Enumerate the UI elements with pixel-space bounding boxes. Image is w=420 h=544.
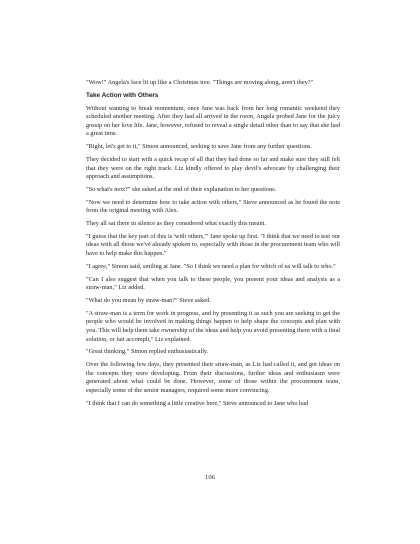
section-heading: Take Action with Others	[86, 91, 159, 99]
body-paragraph: "A straw-man is a term for work in progress, and by presenting it as such you are seeking to get the people who would be involved in making things happen to help shape the concepts and plan with you. This will help them take ownership of the ideas and help you avoid presenting them with a final solution, or fait accompli," Liz explained.	[86, 309, 340, 343]
body-paragraph: They all sat there in silence as they considered what exactly this meant.	[86, 220, 266, 228]
opening-paragraph: "Wow!" Angela's face lit up like a Christmas tree. "Things are moving along, aren't they?"	[86, 79, 314, 86]
body-paragraph: "So what's next?" she asked at the end of their explanation to her questions.	[86, 185, 277, 193]
body-paragraph: "Can I also suggest that when you talk to these people, you present your ideas and analysis as a straw-man," Liz added.	[86, 275, 340, 292]
body-paragraph: "Right, let's get to it," Simon announced, seeking to save Jane from any further questions.	[86, 143, 312, 151]
body-paragraph: "Now we need to determine how to take action with others," Steve announced as he found the note from the original meeting with Alex.	[86, 198, 340, 215]
body-paragraph: "I think that I can do something a little creative here," Steve announced to Jane who had	[86, 399, 309, 407]
body-paragraph: "I guess that the key part of this is 'with others,'" Jane spoke up first. "I think that we need to test our ideas with all those we've already spoken to, especially with those in the procurement team who will have to help make this happen."	[86, 232, 340, 257]
body-paragraph: "Great thinking," Simon replied enthusiastically.	[86, 348, 209, 356]
page-number: 106	[205, 474, 215, 481]
body-paragraph: Without wanting to break momentum, once Jane was back from her long romantic weekend they scheduled another meeting. After they had all arrived in the room, Angela probed Jane for the juicy gossip on her love life. Jane, however, refused to reveal a single detail other than to say that she had a great time.	[86, 104, 340, 138]
body-paragraph: "I agree," Simon said, smiling at Jane. "So I think we need a plan for which of us will talk to who."	[86, 262, 336, 270]
body-paragraph: "What do you mean by straw-man?" Steve asked.	[86, 296, 211, 304]
body-paragraph: They decided to start with a quick recap of all that they had done so far and make sure they still felt that they were on the right track. Liz kindly offered to play devil's advocate by challenging their approach and assumptions.	[86, 155, 340, 181]
document-page-body	[86, 79, 340, 412]
body-paragraph: Over the following few days, they presented their straw-man, as Liz had called it, and got ideas on the concepts they were developing. From their discussions, further ideas and enthusiasm were generated about what could be done. However, some of those within the procurement team, especially some of the senior managers, required some more convincing.	[86, 361, 340, 394]
